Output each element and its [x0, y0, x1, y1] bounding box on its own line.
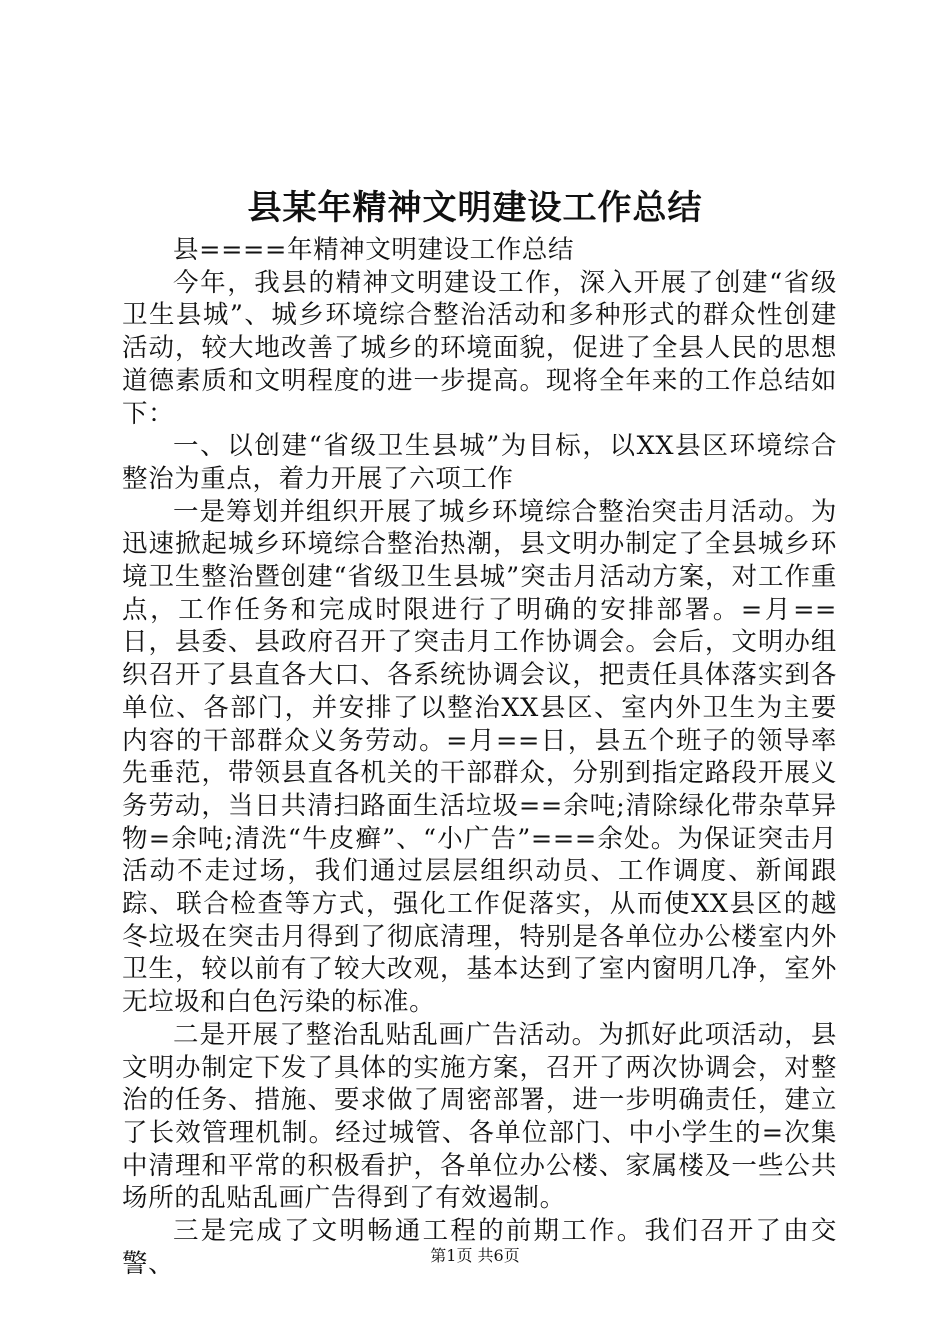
paragraph-subtitle: 县====年精神文明建设工作总结: [173, 235, 575, 265]
paragraph-section-heading: 一、以创建“省级卫生县城”为目标，以XX县区环境综合整治为重点，着力开展了六项工作: [122, 431, 837, 494]
paragraph-item-three: 三是完成了文明畅通工程的前期工作。我们召开了由交警、: [122, 1216, 837, 1279]
document-body: [122, 234, 837, 1281]
page-footer: 第1页 共6页: [430, 1246, 520, 1265]
paragraph-intro: 今年，我县的精神文明建设工作，深入开展了创建“省级卫生县城”、城乡环境综合整治活动和多种形式的群众性创建活动，较大地改善了城乡的环境面貌，促进了全县人民的思想道德素质和文明程度的进一步提高。现将全年来的工作总结如下：: [122, 267, 837, 429]
paragraph-item-two: 二是开展了整治乱贴乱画广告活动。为抓好此项活动，县文明办制定下发了具体的实施方案，召开了两次协调会，对整治的任务、措施、要求做了周密部署，进一步明确责任，建立了长效管理机制。经过城管、各单位部门、中小学生的=次集中清理和平常的积极看护，各单位办公楼、家属楼及一些公共场所的乱贴乱画广告得到了有效遏制。: [122, 1019, 837, 1214]
document-title: 县某年精神文明建设工作总结: [247, 188, 703, 228]
paragraph-item-one: 一是筹划并组织开展了城乡环境综合整治突击月活动。为迅速掀起城乡环境综合整治热潮，县文明办制定了全县城乡环境卫生整治暨创建“省级卫生县城”突击月活动方案，对工作重点，工作任务和完成时限进行了明确的安排部署。=月==日，县委、县政府召开了突击月工作协调会。会后，文明办组织召开了县直各大口、各系统协调会议，把责任具体落实到各单位、各部门，并安排了以整治XX县区、室内外卫生为主要内容的干部群众义务劳动。=月==日，县五个班子的领导率先垂范，带领县直各机关的干部群众，分别到指定路段开展义务劳动，当日共清扫路面生活垃圾==余吨;清除绿化带杂草异物=余吨;清洗“牛皮癣”、“小广告”===余处。为保证突击月活动不走过场，我们通过层层组织动员、工作调度、新闻跟踪、联合检查等方式，强化工作促落实，从而使XX县区的越冬垃圾在突击月得到了彻底清理，特别是各单位办公楼室内外卫生，较以前有了较大改观，基本达到了室内窗明几净，室外无垃圾和白色污染的标准。: [122, 496, 837, 1018]
